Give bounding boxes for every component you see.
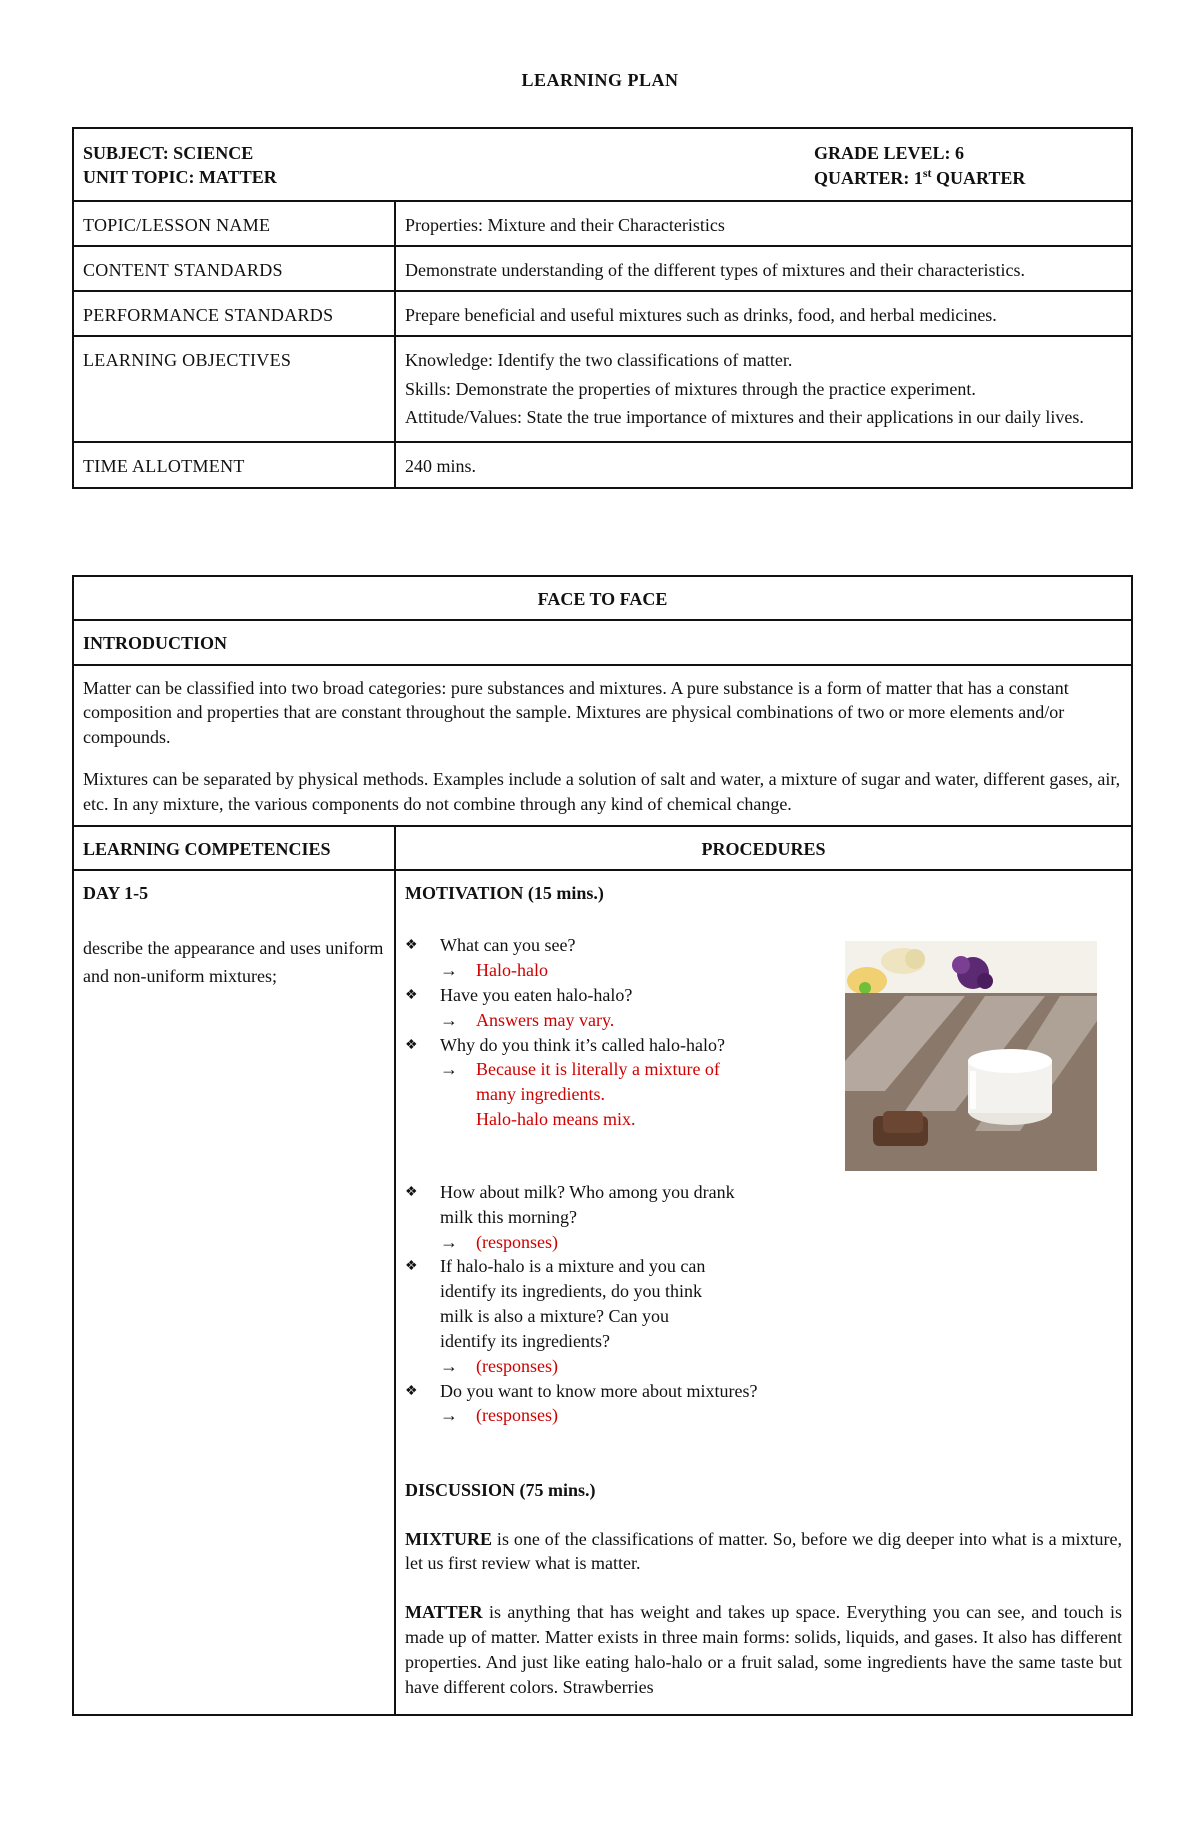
arrow-icon: → [440, 1231, 458, 1252]
motivation-heading: MOTIVATION (15 mins.) [405, 883, 604, 904]
arrow-icon: → [440, 1009, 458, 1030]
objective-attitude: Attitude/Values: State the true importance of mixtures and their applications in our daily lives. [405, 407, 1084, 428]
diamond-bullet-icon: ❖ [405, 1184, 418, 1200]
learning-competencies-heading: LEARNING COMPETENCIES [73, 826, 395, 870]
unit-topic-label: UNIT TOPIC: MATTER [83, 167, 277, 188]
mixture-paragraph: MIXTURE is one of the classifications of matter. So, before we dig deeper into what is a mixture, let us first review what is matter. [405, 1528, 1122, 1574]
arrow-icon: → [440, 1405, 458, 1426]
learning-objectives-label: LEARNING OBJECTIVES [73, 336, 395, 442]
grade-level-label: GRADE LEVEL: 6 [814, 143, 965, 163]
face-to-face-table [72, 575, 1133, 1716]
content-standards-label: CONTENT STANDARDS [73, 246, 395, 291]
motivation-answer: → Because it is literally a mixture of many ingredients. Halo-halo means mix. [405, 1057, 805, 1131]
page-title: LEARNING PLAN [521, 70, 679, 90]
time-allotment-row [73, 442, 1132, 487]
performance-standards-row [73, 291, 1132, 336]
discussion-heading: DISCUSSION (75 mins.) [405, 1480, 596, 1501]
procedures-heading: PROCEDURES [395, 826, 1132, 870]
diamond-bullet-icon: ❖ [405, 938, 418, 954]
motivation-question: ❖ Do you want to know more about mixtures? [405, 1379, 1005, 1404]
content-standards-value: Demonstrate understanding of the different types of mixtures and their characteristics. [395, 246, 1132, 291]
competency-text: describe the appearance and uses uniform and non-uniform mixtures; [83, 938, 384, 987]
topic-row [73, 201, 1132, 246]
content-standards-row [73, 246, 1132, 291]
motivation-answer: → (responses) [405, 1354, 805, 1379]
learning-objectives-value [395, 336, 1132, 442]
time-allotment-value: 240 mins. [395, 442, 1132, 487]
procedures-cell [395, 870, 1132, 1715]
intro-paragraph: Matter can be classified into two broad categories: pure substances and mixtures. A pure substance is a form of matter that has a constant composition and properties that are constant throughout the sample. Mixtures are physical combinations of two or more elements and/or compounds. [83, 677, 1069, 748]
arrow-icon: → [440, 1059, 458, 1080]
lesson-info-table [72, 127, 1133, 489]
learning-objectives-row [73, 336, 1132, 442]
halo-halo-milk-image [845, 941, 1097, 1171]
motivation-answer: → Answers may vary. [405, 1008, 805, 1033]
motivation-block [405, 933, 1122, 1428]
arrow-icon: → [440, 960, 458, 981]
introduction-heading: INTRODUCTION [73, 620, 1132, 664]
introduction-body [73, 665, 1132, 826]
face-to-face-heading: FACE TO FACE [73, 576, 1132, 620]
objective-skills: Skills: Demonstrate the properties of mixtures through the practice experiment. [405, 378, 976, 399]
motivation-answer: → Halo-halo [405, 958, 805, 983]
diamond-bullet-icon: ❖ [405, 1259, 418, 1275]
motivation-question: ❖ How about milk? Who among you drank milk this morning? [405, 1180, 805, 1230]
diamond-bullet-icon: ❖ [405, 987, 418, 1003]
motivation-answer: → (responses) [405, 1230, 805, 1255]
quarter-label: QUARTER: 1st QUARTER [814, 166, 1026, 189]
matter-paragraph: MATTER is anything that has weight and takes up space. Everything you can see, and touch is made up of matter. Matter exists in three main forms: solids, liquids, and gases. It also has different properties. And just like eating halo-halo or a fruit salad, some ingredients have the same taste but have different colors. Strawberries [405, 1602, 1122, 1697]
performance-standards-value: Prepare beneficial and useful mixtures such as drinks, food, and herbal medicines. [395, 291, 1132, 336]
subject-label: SUBJECT: SCIENCE [83, 143, 254, 163]
motivation-question: ❖ If halo-halo is a mixture and you can identify its ingredients, do you think milk is also a mixture? Can you identify its ingredients? [405, 1254, 805, 1353]
motivation-question: ❖ Have you eaten halo-halo? [405, 983, 805, 1008]
diamond-bullet-icon: ❖ [405, 1037, 418, 1053]
diamond-bullet-icon: ❖ [405, 1383, 418, 1399]
objective-knowledge: Knowledge: Identify the two classifications of matter. [405, 350, 793, 371]
motivation-question: ❖ Why do you think it’s called halo-halo? [405, 1033, 805, 1058]
header-row [73, 128, 1132, 201]
header-block [74, 129, 1131, 200]
topic-label: TOPIC/LESSON NAME [73, 201, 395, 246]
intro-paragraph: Mixtures can be separated by physical methods. Examples include a solution of salt and water, a mixture of sugar and water, different gases, air, etc. In any mixture, the various components do not combine through any kind of chemical change. [83, 769, 1121, 814]
competency-cell [73, 870, 395, 1715]
day-label: DAY 1-5 [83, 883, 149, 904]
time-allotment-label: TIME ALLOTMENT [73, 442, 395, 487]
motivation-question: ❖ What can you see? [405, 933, 805, 958]
topic-value: Properties: Mixture and their Characteristics [395, 201, 1132, 246]
performance-standards-label: PERFORMANCE STANDARDS [73, 291, 395, 336]
motivation-answer: → (responses) [405, 1403, 805, 1428]
arrow-icon: → [440, 1355, 458, 1376]
